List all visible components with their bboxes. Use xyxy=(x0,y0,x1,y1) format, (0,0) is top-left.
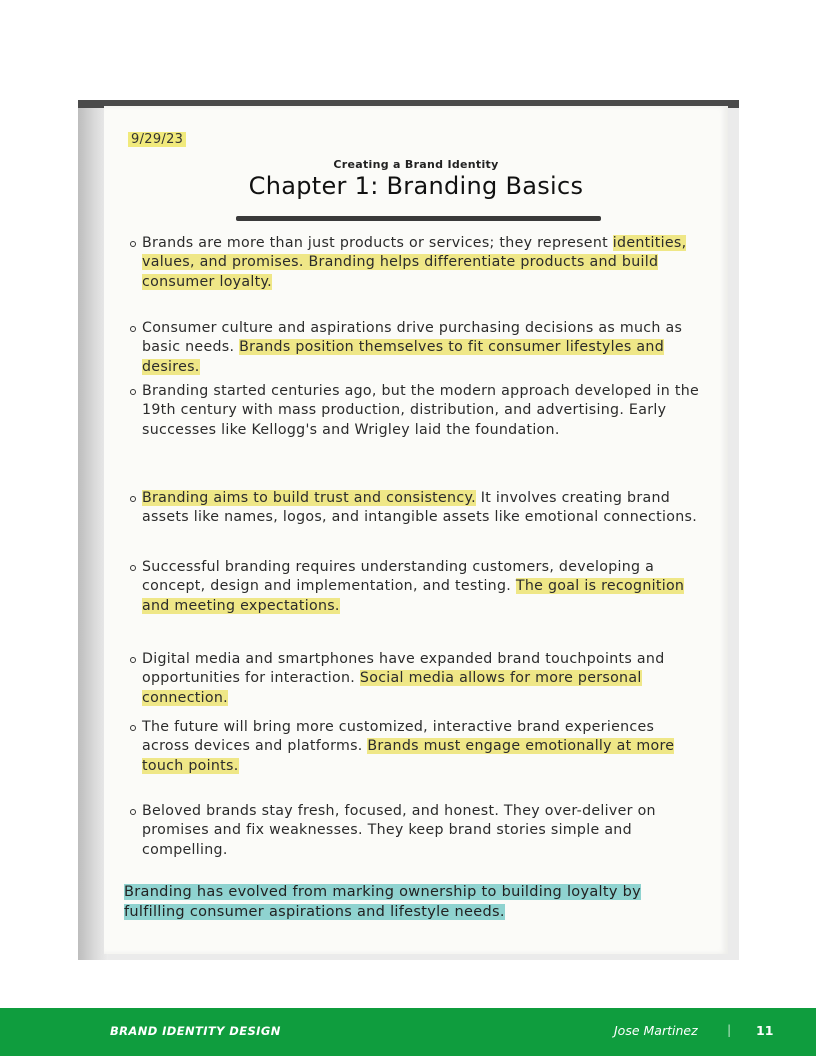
bullet-highlight: Branding aims to build trust and consistency. xyxy=(142,490,476,506)
note-bullet-8 xyxy=(142,802,702,860)
bullet-highlight: The goal is recognition and meeting expectations. xyxy=(142,578,685,614)
notebook-page xyxy=(104,106,728,954)
note-date: 9/29/23 xyxy=(128,132,186,147)
bullet-text: Consumer culture and aspirations drive purchasing decisions as much as basic needs. xyxy=(142,320,683,356)
bullet-text: Digital media and smartphones have expanded brand touchpoints and opportunities for interaction. xyxy=(142,651,665,687)
bullet-text: It involves creating brand assets like names, logos, and intangible assets like emotional connections. xyxy=(142,490,698,526)
summary-highlight: Branding has evolved from marking ownership to building loyalty by fulfilling consumer aspirations and lifestyle needs. xyxy=(124,884,642,920)
bullet-text: Successful branding requires understanding customers, developing a concept, design and implementation, and testing. xyxy=(142,559,655,595)
bullet-dot-icon xyxy=(130,241,136,247)
bullet-highlight: Brands position themselves to fit consumer lifestyles and desires. xyxy=(142,339,664,375)
bullet-dot-icon xyxy=(130,326,136,332)
note-bullet-6 xyxy=(142,650,702,708)
bullet-dot-icon xyxy=(130,809,136,815)
bullet-dot-icon xyxy=(130,657,136,663)
footer-author: Jose Martinez xyxy=(614,1023,698,1038)
note-subtitle: Creating a Brand Identity xyxy=(333,158,499,171)
bullet-text: The future will bring more customized, interactive brand experiences across devices and platforms. xyxy=(142,719,655,755)
bullet-text: Brands are more than just products or services; they represent xyxy=(142,235,613,251)
bullet-dot-icon xyxy=(130,725,136,731)
note-summary xyxy=(124,882,684,922)
bullet-text: Beloved brands stay fresh, focused, and honest. They over-deliver on promises and fix weaknesses. They keep brand stories simple and compelling. xyxy=(142,803,656,858)
note-bullet-7 xyxy=(142,718,702,776)
footer-document-title: BRAND IDENTITY DESIGN xyxy=(110,1024,281,1038)
note-bullet-1 xyxy=(142,234,702,292)
note-title: Chapter 1: Branding Basics xyxy=(248,172,584,200)
footer-separator: | xyxy=(727,1022,732,1037)
bullet-text: Branding started centuries ago, but the modern approach developed in the 19th century with mass production, distribution, and advertising. Early successes like Kellogg's and Wrigley laid the foundation. xyxy=(142,383,700,438)
bullet-highlight: Brands must engage emotionally at more touch points. xyxy=(142,738,675,774)
note-bullet-3 xyxy=(142,382,702,440)
notebook-scan xyxy=(78,100,739,960)
footer-page-number: 11 xyxy=(756,1023,774,1038)
bullet-dot-icon xyxy=(130,389,136,395)
page-footer xyxy=(0,1008,816,1056)
note-bullet-2 xyxy=(142,319,702,377)
bullet-highlight: identities, values, and promises. Branding helps differentiate products and build consumer loyalty. xyxy=(142,235,687,290)
note-bullet-4 xyxy=(142,489,702,528)
bullet-dot-icon xyxy=(130,496,136,502)
note-bullet-5 xyxy=(142,558,702,616)
bullet-highlight: Social media allows for more personal connection. xyxy=(142,670,642,706)
bullet-dot-icon xyxy=(130,565,136,571)
title-underline xyxy=(236,216,601,221)
